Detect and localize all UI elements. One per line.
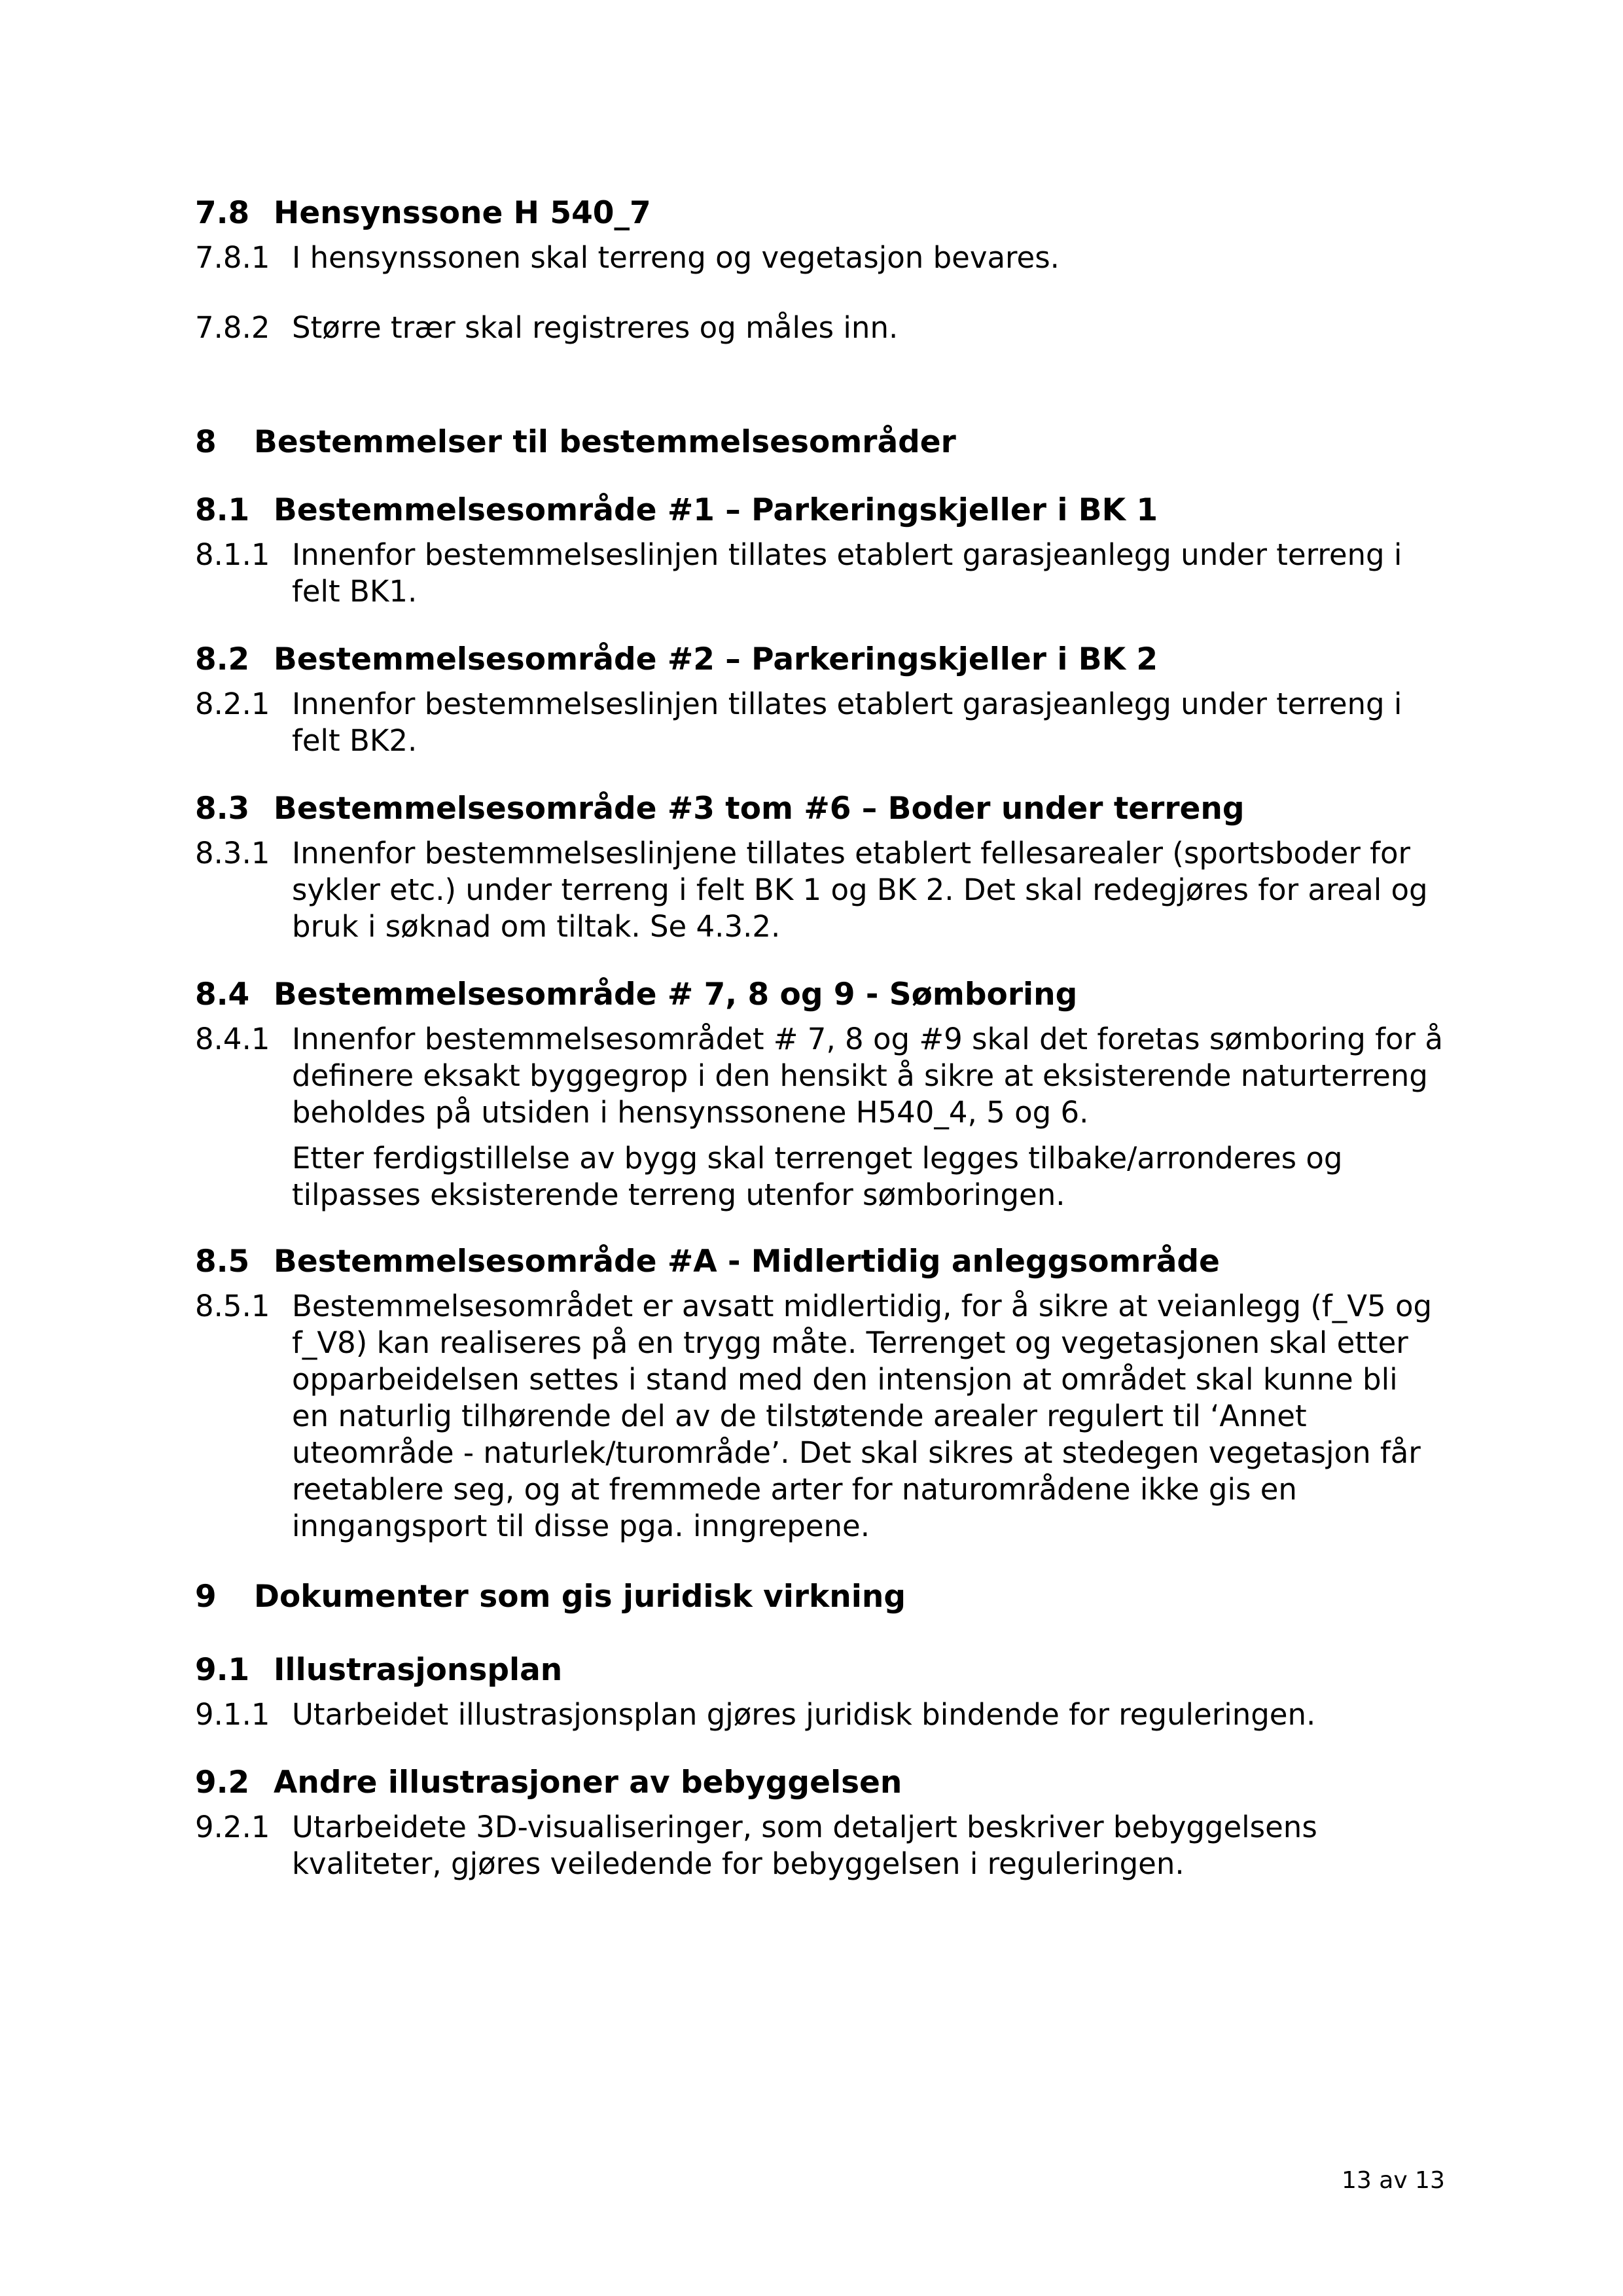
item-text: Større trær skal registreres og måles inn.: [292, 310, 899, 345]
section-heading-9-1: [195, 1652, 563, 1689]
chapter-heading-8: [195, 424, 956, 461]
item-text: Bestemmelsesområdet er avsatt midlertidig, for å sikre at veianlegg (f_V5 og f_V8) kan realiseres på en trygg måte. Terrenget og vegetasjonen skal etter opparbeidelsen settes i stand med den intensjon at området skal kunne bli en naturlig tilhørende del av de tilstøtende arealer regulert til ‘Annet uteområde - naturlek/turområde’. Det skal sikres at stedegen vegetasjon får reetablere seg, og at fremmede arter for naturområdene ikke gis en inngangsport til disse pga. inngrepene.: [292, 1289, 1433, 1543]
section-number: 8.2: [195, 641, 250, 677]
section-title: Bestemmelsesområde #1 – Parkeringskjeller i BK 1: [274, 492, 1158, 528]
item-number: 9.2.1: [195, 1810, 270, 1844]
section-title: Illustrasjonsplan: [274, 1652, 563, 1688]
section-title: Bestemmelsesområde #A - Midlertidig anleggsområde: [274, 1244, 1220, 1280]
item-text: Innenfor bestemmelseslinjen tillates etablert garasjeanlegg under terreng i felt BK2.: [292, 687, 1402, 758]
section-number: 7.8: [195, 195, 250, 231]
section-heading-8-2: [195, 641, 1158, 678]
section-number: 8.4: [195, 977, 250, 1013]
item-number: 7.8.1: [195, 240, 270, 275]
item-number: 8.5.1: [195, 1289, 270, 1323]
item-text: I hensynssonen skal terreng og vegetasjon bevares.: [292, 240, 1060, 275]
item-text: Utarbeidet illustrasjonsplan gjøres juridisk bindende for reguleringen.: [292, 1697, 1316, 1732]
item-number: 8.4.1: [195, 1022, 270, 1056]
item-text: Innenfor bestemmelseslinjene tillates etablert fellesarealer (sportsboder for sykler etc.) under terreng i felt BK 1 og BK 2. Det skal redegjøres for areal og bruk i søknad om tiltak. Se 4.3.2.: [292, 836, 1428, 944]
item-number: 8.1.1: [195, 537, 270, 572]
section-number: 8: [195, 424, 217, 460]
section-title: Bestemmelsesområde #2 – Parkeringskjeller i BK 2: [274, 641, 1158, 677]
item-text: Innenfor bestemmelseslinjen tillates etablert garasjeanlegg under terreng i felt BK1.: [292, 537, 1402, 609]
section-heading-8-4: [195, 977, 1078, 1013]
section-title: Andre illustrasjoner av bebyggelsen: [274, 1765, 902, 1801]
section-title: Bestemmelsesområde # 7, 8 og 9 - Sømboring: [274, 977, 1078, 1013]
section-number: 9.1: [195, 1652, 250, 1688]
section-heading-8-1: [195, 492, 1158, 529]
section-number: 9.2: [195, 1765, 250, 1801]
section-heading-8-5: [195, 1244, 1220, 1280]
item-number: 8.3.1: [195, 836, 270, 870]
item-number: 7.8.2: [195, 310, 270, 345]
page-number: 13 av 13: [1342, 2167, 1445, 2194]
section-title: Bestemmelser til bestemmelsesområder: [254, 424, 956, 460]
item-number: 8.2.1: [195, 687, 270, 721]
section-title: Dokumenter som gis juridisk virkning: [254, 1579, 906, 1615]
section-number: 9: [195, 1579, 217, 1615]
section-heading-8-3: [195, 791, 1245, 827]
section-title: Hensynssone H 540_7: [274, 195, 651, 231]
section-title: Bestemmelsesområde #3 tom #6 – Boder under terreng: [274, 791, 1245, 827]
item-text: Utarbeidete 3D-visualiseringer, som detaljert beskriver bebyggelsens kvaliteter, gjøres veiledende for bebyggelsen i reguleringen.: [292, 1810, 1317, 1881]
paragraph-8-4-1-extra: Etter ferdigstillelse av bygg skal terrenget legges tilbake/arronderes og tilpasses eksisterende terreng utenfor sømboringen.: [292, 1141, 1343, 1212]
item-number: 9.1.1: [195, 1697, 270, 1732]
section-number: 8.3: [195, 791, 250, 827]
section-number: 8.1: [195, 492, 250, 528]
item-text: Innenfor bestemmelsesområdet # 7, 8 og #9 skal det foretas sømboring for å definere eksakt byggegrop i den hensikt å sikre at eksisterende naturterreng beholdes på utsiden i hensynssonene H540_4, 5 og 6.: [292, 1022, 1443, 1130]
chapter-heading-9: [195, 1579, 906, 1615]
section-number: 8.5: [195, 1244, 250, 1280]
section-heading-9-2: [195, 1765, 902, 1801]
section-heading-7-8: [195, 195, 651, 232]
